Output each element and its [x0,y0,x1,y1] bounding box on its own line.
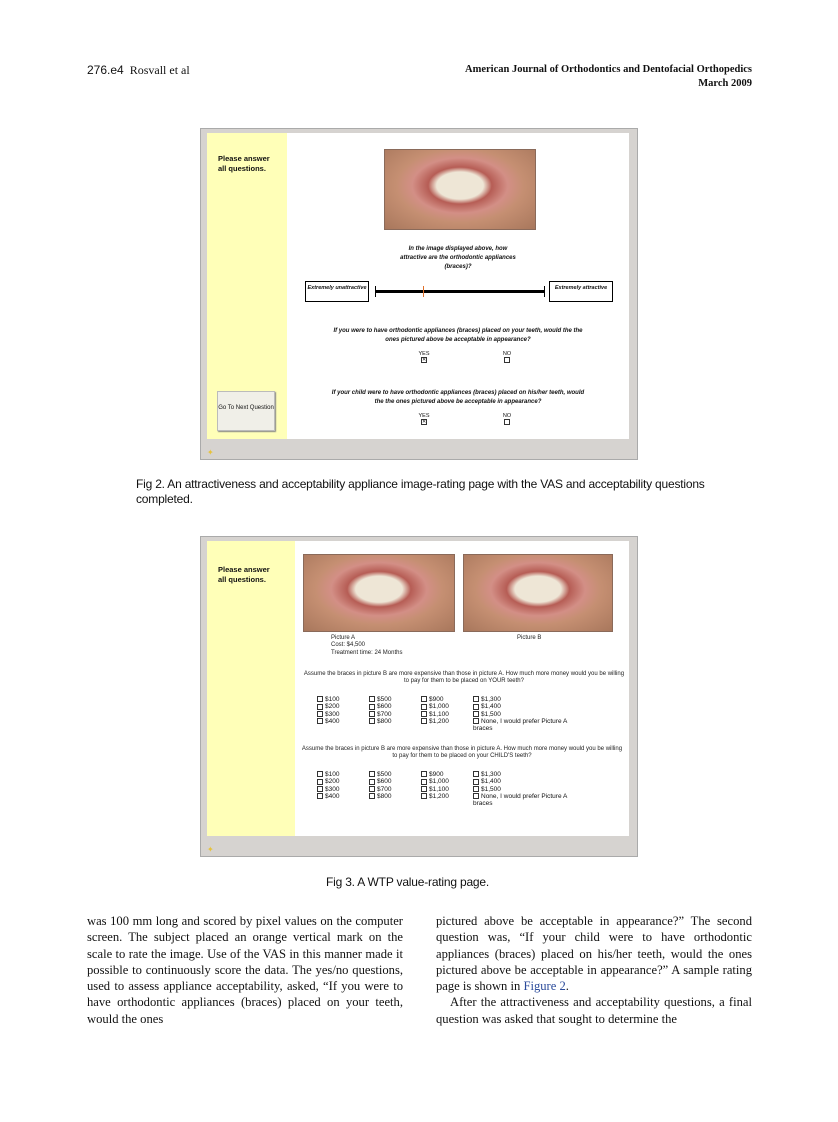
wtp-option[interactable] [421,771,473,778]
wtp-option[interactable] [473,718,583,733]
checkbox[interactable] [369,771,375,777]
checkbox[interactable] [369,793,375,799]
checkbox[interactable] [473,696,479,702]
checkbox[interactable] [317,704,323,710]
self-acceptability-question: If you were to have orthodontic appliances (braces) placed on your teeth, would the the ones pictured above be acceptable in appearance? [333,328,583,343]
star-icon: ✦ [207,845,214,854]
figure-2-screenshot [200,128,638,460]
option-label: $1,500 [481,785,501,793]
wtp-option[interactable] [317,786,369,793]
wtp-option[interactable] [317,778,369,785]
wtp-option[interactable] [473,786,583,793]
option-label: $400 [325,717,340,725]
option-label: $300 [325,710,340,718]
wtp-option[interactable] [317,703,369,710]
checkbox[interactable] [473,786,479,792]
instruction-text: Please answer all questions. [218,154,270,173]
option-label: $400 [325,792,340,800]
option-label: $800 [377,792,392,800]
checkbox[interactable] [317,696,323,702]
yes-label: YES [418,351,430,357]
wtp-option[interactable] [473,696,583,703]
star-icon: ✦ [207,448,214,457]
wtp-option[interactable] [421,703,473,710]
vas-marker[interactable] [423,286,424,297]
option-label: $600 [377,703,392,711]
option-label: $1,000 [429,703,449,711]
option-label: $600 [377,778,392,786]
journal-name: American Journal of Orthodontics and Dentofacial Orthopedics [465,64,752,75]
checkbox[interactable] [421,704,427,710]
checkbox[interactable] [369,711,375,717]
authors: Rosvall et al [129,63,190,77]
q2-no[interactable] [497,351,517,363]
option-label: $200 [325,778,340,786]
picture-a-info [331,635,402,657]
checkbox[interactable] [317,786,323,792]
option-label: $900 [429,696,444,703]
option-label: None, I would prefer Picture A braces [473,792,567,808]
checked-checkbox[interactable]: ✕ [422,419,427,425]
wtp-option[interactable] [369,771,421,778]
checkbox[interactable] [369,704,375,710]
wtp-option[interactable] [421,793,473,808]
option-label: $1,100 [429,785,449,793]
figure-3-screenshot [200,536,638,857]
wtp-option[interactable] [369,696,421,703]
figure-2-link[interactable]: Figure 2 [523,979,566,994]
checkbox[interactable] [504,357,510,363]
wtp-option[interactable] [317,793,369,808]
checkbox[interactable] [369,696,375,702]
checkbox[interactable] [473,711,479,717]
wtp-option[interactable] [421,786,473,793]
figure-3-caption: Fig 3. A WTP value-rating page. [326,875,490,889]
wtp-option[interactable] [317,711,369,718]
option-label: $1,200 [429,792,449,800]
checkbox[interactable] [317,793,323,799]
wtp-option[interactable] [473,793,583,808]
q2-yes[interactable] [414,351,434,363]
checkbox[interactable] [369,779,375,785]
picture-b-photo [463,554,613,632]
option-label: $700 [377,785,392,793]
wtp-option[interactable] [369,793,421,808]
q3-yes[interactable] [414,413,434,425]
checkbox[interactable] [421,793,427,799]
wtp-option[interactable] [369,778,421,785]
instruction-sidebar [207,133,287,439]
q3-no[interactable] [497,413,517,425]
checkbox[interactable] [421,771,427,777]
option-label: $1,400 [481,703,501,711]
wtp-option[interactable] [317,696,369,703]
wtp-question-child: Assume the braces in picture B are more expensive than those in picture A. How much more money would you be willing to pay for them to be placed on your CHILD'S teeth? [301,746,623,760]
wtp-option[interactable] [473,778,583,785]
option-label: $500 [377,696,392,703]
picture-b-label: Picture B [517,635,542,641]
instruction-sidebar [207,541,295,836]
vas-scale-line[interactable] [375,290,545,293]
checkbox[interactable] [317,718,323,724]
wtp-option[interactable] [369,703,421,710]
option-label: $900 [429,771,444,778]
checkbox[interactable] [504,419,510,425]
option-label: $1,200 [429,717,449,725]
wtp-option[interactable] [473,711,583,718]
wtp-option[interactable] [369,786,421,793]
checkbox[interactable] [473,779,479,785]
page-number: 276.e4 [87,63,124,77]
wtp-option[interactable] [473,771,583,778]
running-header-right [465,63,752,91]
scale-left-label: Extremely unattractive [305,281,369,302]
paragraph-text: . [565,979,569,994]
checkbox[interactable] [421,718,427,724]
wtp-option[interactable] [317,718,369,733]
no-label: NO [502,413,512,419]
option-label: $1,300 [481,696,501,703]
attractiveness-question: In the image displayed above, how attractive are the orthodontic appliances (braces)? [400,246,516,270]
checkbox[interactable] [369,786,375,792]
running-header-left [87,63,190,78]
wtp-question-self: Assume the braces in picture B are more expensive than those in picture A. How much more money would you be willing to pay for them to be placed on YOUR teeth? [303,671,625,685]
checkbox[interactable] [421,711,427,717]
checkbox[interactable] [473,771,479,777]
checkbox[interactable] [421,786,427,792]
body-column-left [87,913,403,1027]
checkbox[interactable] [473,704,479,710]
body-paragraph [436,913,752,994]
option-label: $700 [377,710,392,718]
option-label: $200 [325,703,340,711]
rating-panel [287,133,629,439]
body-paragraph: was 100 mm long and scored by pixel values on the computer screen. The subject placed an orange vertical mark on the scale to rate the image. Use of the VAS in this manner made it possible to continuously score the data. The yes/no questions, used to assess appliance acceptability, asked, “If you were to have orthodontic appliances (braces) placed on your teeth, would the ones [87,914,403,1026]
checkbox[interactable] [473,718,479,724]
picture-a-cost: Cost: $4,500 [331,642,366,649]
option-label: $1,100 [429,710,449,718]
checkbox[interactable] [473,793,479,799]
option-label: $800 [377,717,392,725]
body-paragraph: After the attractiveness and acceptability questions, a final question was asked that sought to determine the [436,995,752,1026]
wtp-options-child [317,771,583,807]
paragraph-text: pictured above be acceptable in appearance?” The second question was, “If your child were to have orthodontic appliances (braces) placed on his/her teeth, would the ones pictured above be acceptable in appearance?” A sample rating page is shown in [436,914,752,994]
checkbox[interactable] [317,779,323,785]
option-label: $100 [325,696,340,703]
option-label: $500 [377,771,392,778]
option-label: None, I would prefer Picture A braces [473,717,567,733]
wtp-option[interactable] [473,703,583,710]
checkbox[interactable] [317,711,323,717]
wtp-panel [295,541,629,836]
option-label: $1,400 [481,778,501,786]
option-label: $100 [325,771,340,778]
checked-checkbox[interactable]: ✕ [422,357,427,363]
checkbox[interactable] [317,771,323,777]
picture-a-photo [303,554,455,632]
yes-label: YES [418,413,430,419]
wtp-option[interactable] [421,711,473,718]
wtp-options-self [317,696,583,732]
figure-2-caption: Fig 2. An attractiveness and acceptability appliance image-rating page with the VAS and acceptability questions completed. [136,477,705,506]
checkbox[interactable] [421,779,427,785]
picture-a-time: Treatment time: 24 Months [331,649,403,656]
wtp-option[interactable] [317,771,369,778]
option-label: $300 [325,785,340,793]
wtp-option[interactable] [421,696,473,703]
option-label: $1,300 [481,771,501,778]
wtp-option[interactable] [369,711,421,718]
no-label: NO [502,351,512,357]
checkbox[interactable] [369,718,375,724]
braces-photo [384,149,536,230]
checkbox[interactable] [421,696,427,702]
picture-a-label: Picture A [331,635,356,641]
wtp-option[interactable] [369,718,421,733]
issue-date: March 2009 [698,78,752,89]
wtp-option[interactable] [421,778,473,785]
wtp-option[interactable] [421,718,473,733]
child-acceptability-question: If your child were to have orthodontic appliances (braces) placed on his/her teeth, would the the ones pictured above be acceptable in appearance? [331,390,585,405]
instruction-text: Please answer all questions. [218,565,270,584]
scale-right-label: Extremely attractive [549,281,613,302]
body-column-right [436,913,752,1027]
next-question-button[interactable]: Go To Next Question [217,391,275,431]
option-label: $1,000 [429,778,449,786]
option-label: $1,500 [481,710,501,718]
